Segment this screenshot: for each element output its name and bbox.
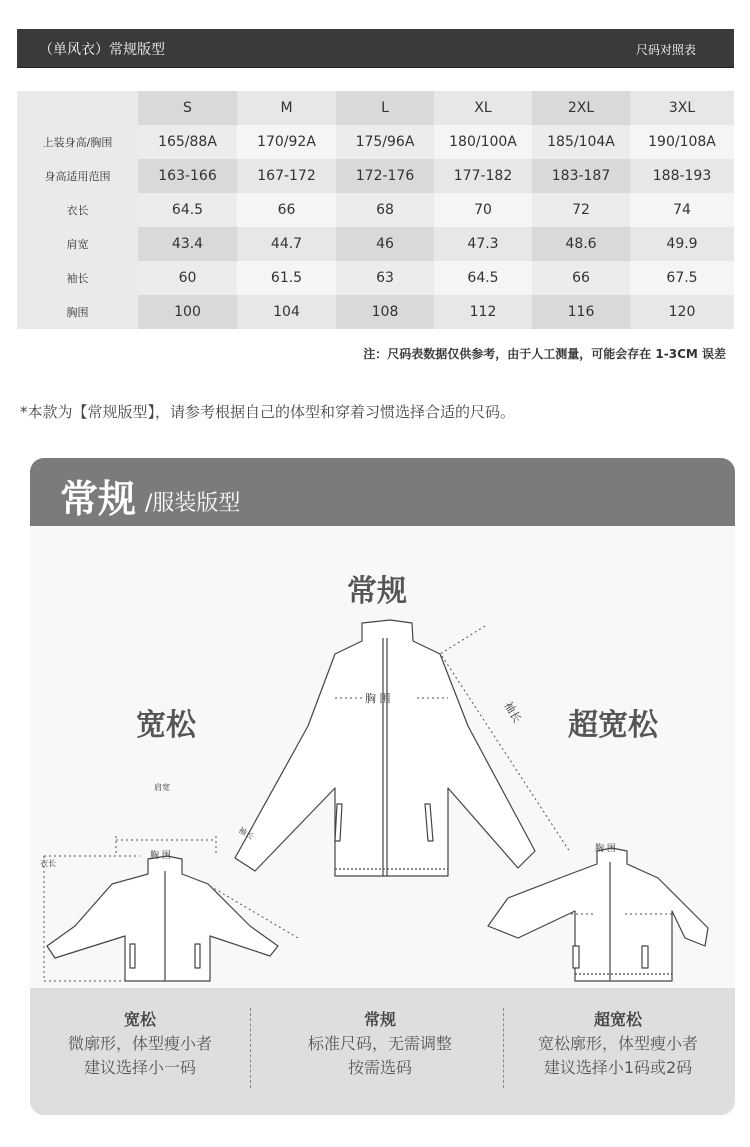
table-cell: 185/104A: [532, 125, 630, 159]
label-sleeve-regular: 袖长: [501, 699, 524, 726]
heading-loose: 宽松: [136, 708, 196, 743]
table-cell: 175/96A: [336, 125, 434, 159]
table-cell: 100: [138, 295, 237, 329]
table-cell: 64.5: [138, 193, 237, 227]
fit-guide-card: [30, 458, 735, 1115]
label-length: 衣长: [40, 859, 56, 868]
heading-regular: 常规: [347, 574, 407, 609]
table-cell: 47.3: [434, 227, 532, 261]
table-cell: 177-182: [434, 159, 532, 193]
header-title: （单风衣）常规版型: [39, 42, 165, 58]
row-label: 身高适用范围: [17, 159, 138, 193]
table-cell: 61.5: [237, 261, 336, 295]
heading-extra-loose: 超宽松: [568, 708, 658, 743]
table-cell: 67.5: [630, 261, 734, 295]
fit-subtitle: /服装版型: [145, 491, 241, 516]
label-shoulder: 肩宽: [154, 783, 170, 792]
table-cell: 165/88A: [138, 125, 237, 159]
header-chart-label: 尺码对照表: [635, 43, 696, 57]
label-sleeve-loose: 袖长: [236, 825, 256, 842]
table-cell: 163-166: [138, 159, 237, 193]
row-label: 胸围: [17, 295, 138, 329]
loose-jacket-drawing: [47, 856, 278, 981]
column-title: 常规: [363, 1010, 396, 1029]
column-divider: [250, 1008, 251, 1088]
table-cell: 120: [630, 295, 734, 329]
size-header: L: [336, 91, 434, 125]
table-corner: [17, 91, 138, 125]
column-title: 超宽松: [593, 1010, 642, 1029]
size-header: S: [138, 91, 237, 125]
regular-jacket-drawing: [235, 620, 535, 876]
fit-column-loose: [30, 1008, 250, 1080]
column-line: 按需选码: [347, 1058, 412, 1077]
table-row: [17, 159, 734, 193]
table-cell: 172-176: [336, 159, 434, 193]
table-cell: 49.9: [630, 227, 734, 261]
table-cell: 74: [630, 193, 734, 227]
column-line: 宽松廓形，体型瘦小者: [537, 1034, 698, 1053]
table-header-row: [17, 91, 734, 125]
size-header: M: [237, 91, 336, 125]
row-label: 袖长: [17, 261, 138, 295]
label-chest-regular: 胸 围: [365, 692, 391, 705]
table-cell: 60: [138, 261, 237, 295]
table-cell: 70: [434, 193, 532, 227]
row-label: 衣长: [17, 193, 138, 227]
table-cell: 72: [532, 193, 630, 227]
table-cell: 66: [532, 261, 630, 295]
size-chart-header: [17, 29, 734, 68]
measurement-note: 注：尺码表数据仅供参考，由于人工测量，可能会存在 1-3CM 误差: [363, 347, 726, 361]
table-cell: 44.7: [237, 227, 336, 261]
table-cell: 48.6: [532, 227, 630, 261]
column-divider: [503, 1008, 504, 1088]
label-chest-extra-loose: 胸 围: [595, 844, 616, 854]
column-line: 微廓形，体型瘦小者: [67, 1034, 212, 1053]
table-row: [17, 125, 734, 159]
fit-column-regular: [270, 1008, 490, 1080]
column-line: 建议选择小1码或2码: [543, 1058, 693, 1077]
row-label: 上装身高/胸围: [17, 125, 138, 159]
table-row: [17, 261, 734, 295]
table-cell: 112: [434, 295, 532, 329]
size-table: [17, 91, 734, 329]
table-cell: 63: [336, 261, 434, 295]
table-cell: 167-172: [237, 159, 336, 193]
table-cell: 104: [237, 295, 336, 329]
column-line: 建议选择小一码: [83, 1058, 196, 1077]
table-cell: 64.5: [434, 261, 532, 295]
table-cell: 108: [336, 295, 434, 329]
column-title: 宽松: [123, 1010, 156, 1029]
fit-comparison: [30, 988, 735, 1115]
table-row: [17, 295, 734, 329]
table-row: [17, 227, 734, 261]
table-cell: 46: [336, 227, 434, 261]
table-cell: 66: [237, 193, 336, 227]
table-cell: 43.4: [138, 227, 237, 261]
jacket-illustrations: [30, 526, 735, 988]
size-header: 2XL: [532, 91, 630, 125]
fit-intro: *本款为【常规版型】，请参考根据自己的体型和穿着习惯选择合适的尺码。: [20, 403, 516, 421]
size-header: XL: [434, 91, 532, 125]
table-row: [17, 193, 734, 227]
extra-loose-jacket-drawing: [488, 848, 708, 981]
size-header: 3XL: [630, 91, 734, 125]
table-cell: 188-193: [630, 159, 734, 193]
fit-column-extra-loose: [508, 1008, 728, 1080]
row-label: 肩宽: [17, 227, 138, 261]
fit-title: 常规: [60, 477, 137, 521]
table-cell: 183-187: [532, 159, 630, 193]
column-line: 标准尺码，无需调整: [307, 1034, 452, 1053]
label-chest-loose: 胸 围: [150, 851, 171, 861]
table-cell: 180/100A: [434, 125, 532, 159]
table-cell: 190/108A: [630, 125, 734, 159]
table-cell: 116: [532, 295, 630, 329]
table-cell: 68: [336, 193, 434, 227]
table-cell: 170/92A: [237, 125, 336, 159]
fit-guide-header: [30, 458, 735, 526]
